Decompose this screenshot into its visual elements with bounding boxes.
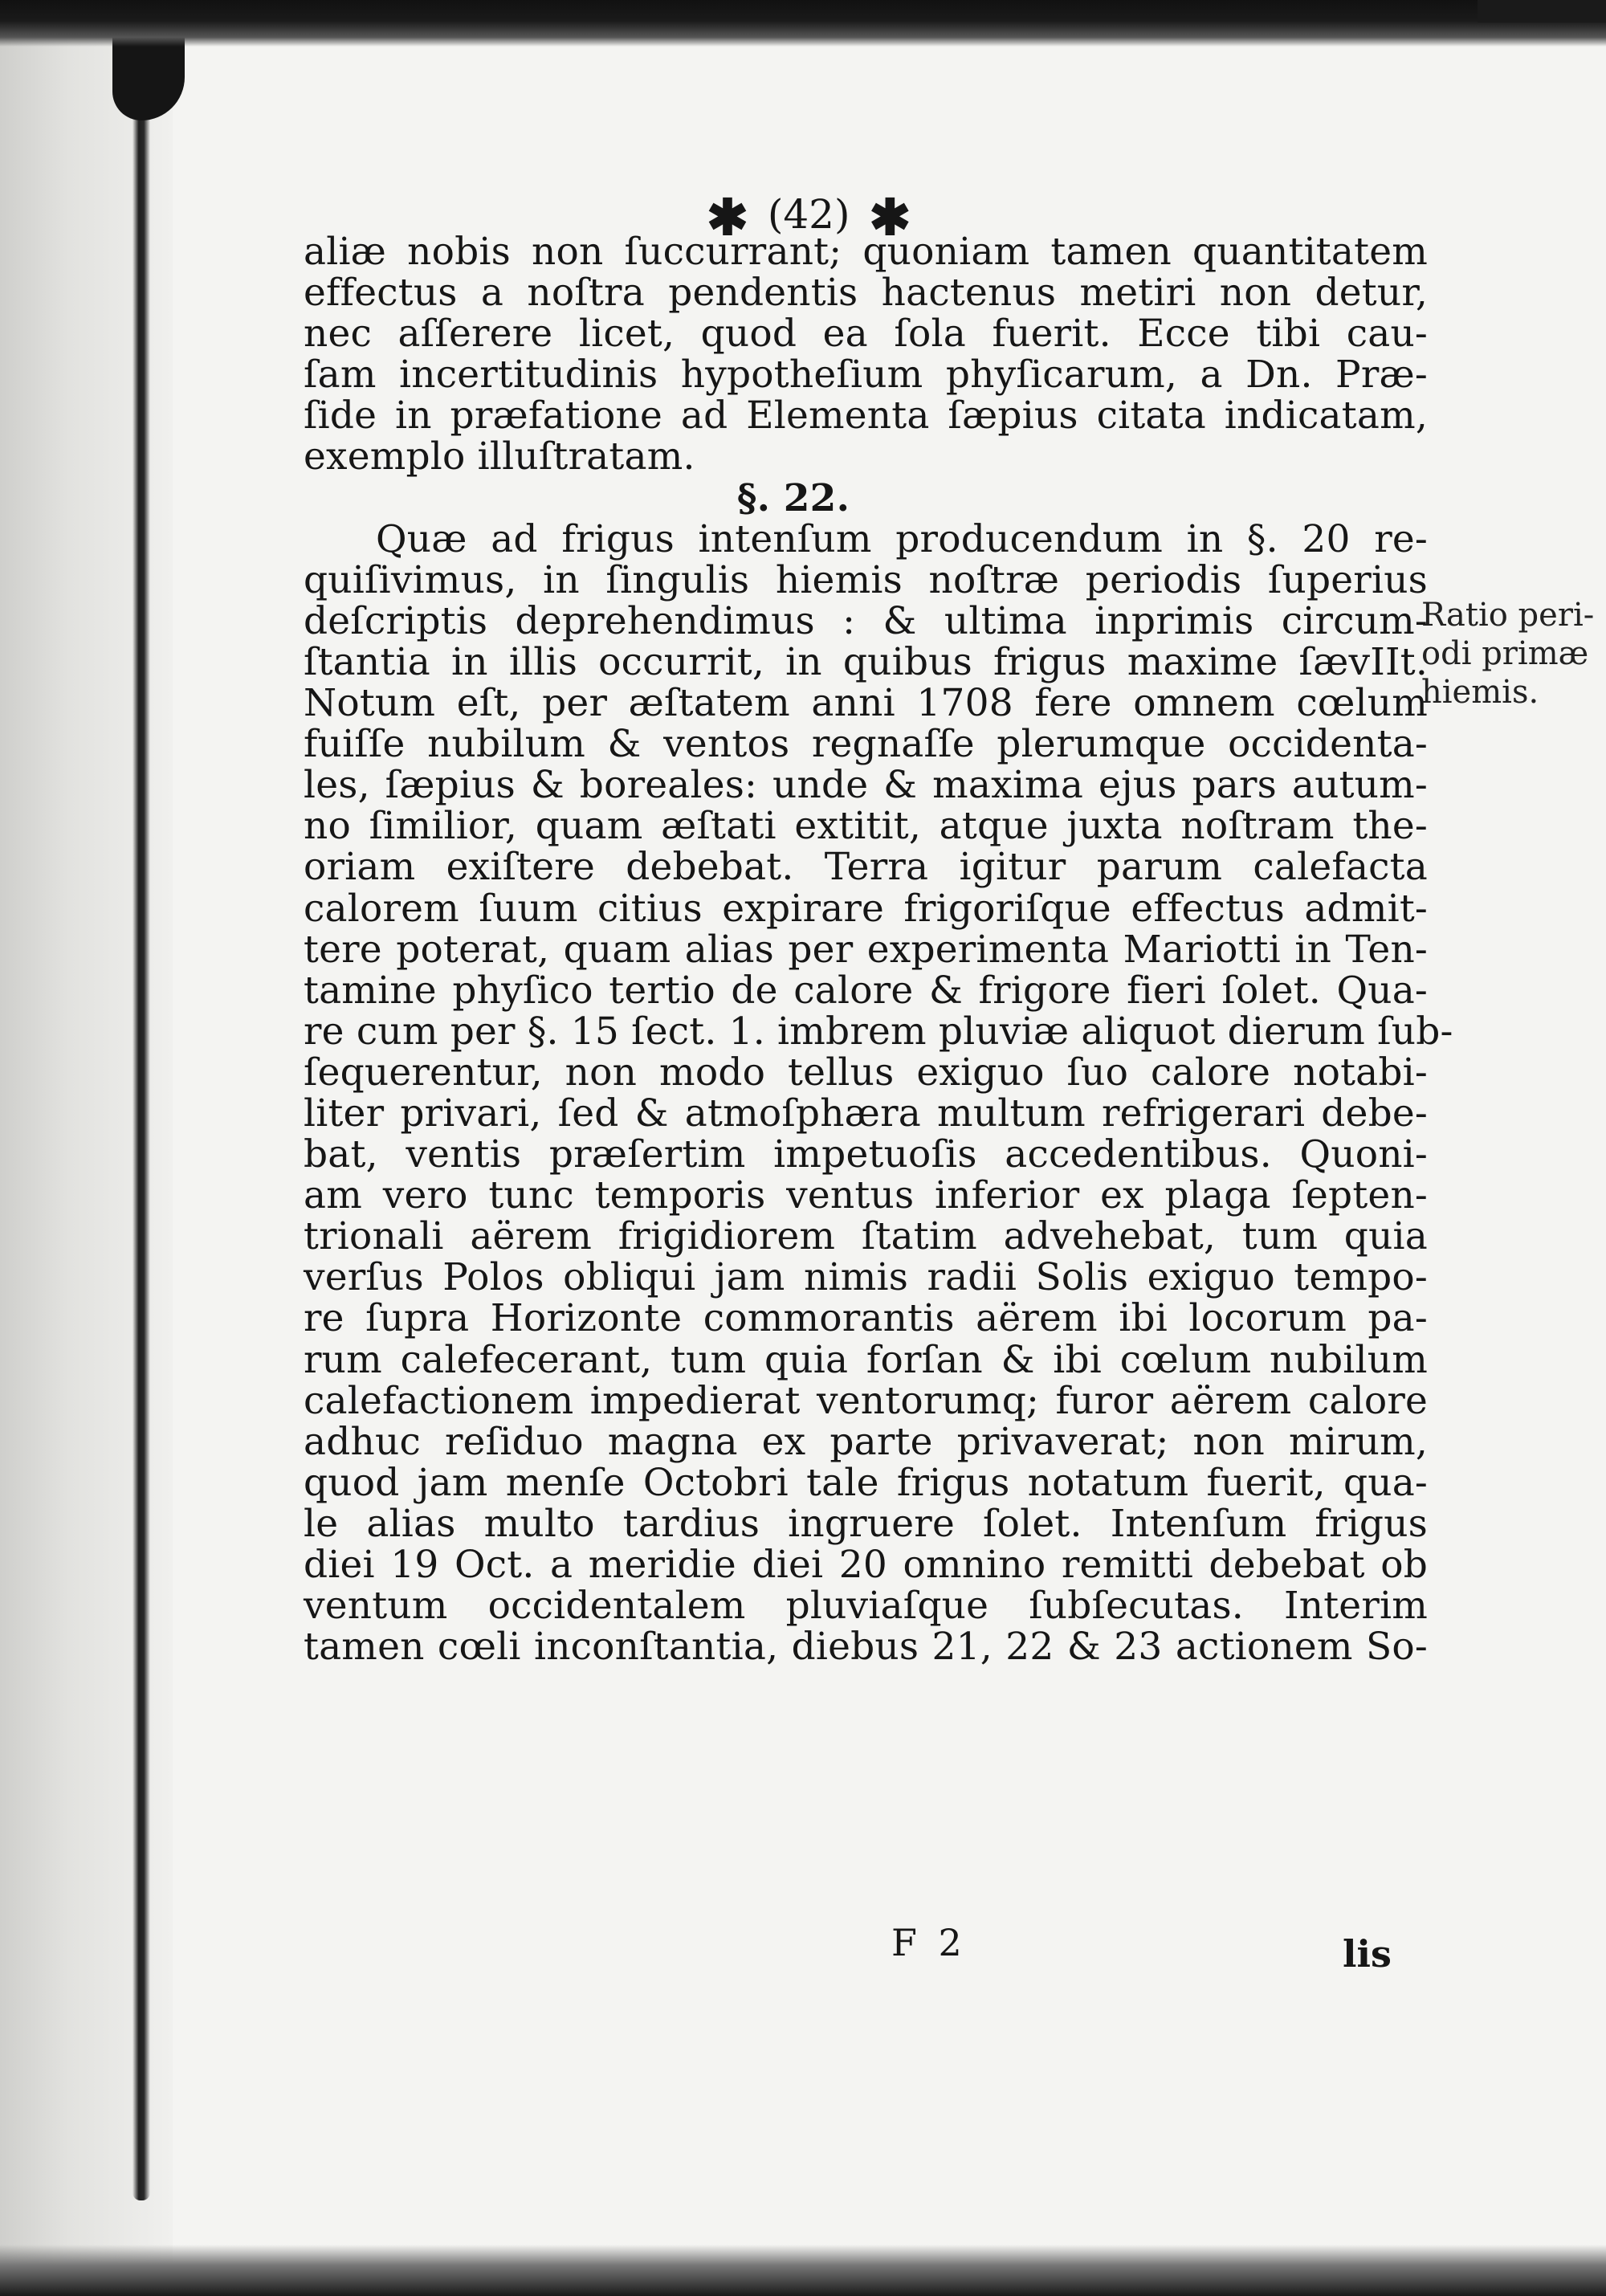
text-line: ſtantia in illis occurrit, in quibus frigus maxime ſævIIt. — [304, 639, 1428, 684]
text-line: bat, ventis præſertim impetuoſis accedentibus. Quoni- — [304, 1132, 1428, 1177]
text-line: re cum per §. 15 ſect. 1. imbrem pluviæ aliquot dierum ſub- — [304, 1009, 1453, 1054]
text-line: ſequerentur, non modo tellus exiguo ſuo calore notabi- — [304, 1050, 1428, 1095]
text-line: Quæ ad frigus intenſum producendum in §. 20 re- — [376, 516, 1428, 561]
text-line: oriam exiſtere debebat. Terra igitur parum calefacta — [304, 845, 1428, 890]
text-line: Notum eſt, per æſtatem anni 1708 fere omnem cœlum — [304, 681, 1428, 726]
section-heading: §. 22. — [736, 475, 850, 520]
text-line: tamine phyſico tertio de calore & frigore fieri ſolet. Qua- — [304, 968, 1428, 1013]
marginal-note — [1421, 596, 1598, 712]
text-line: trionali aërem frigidiorem ſtatim advehebat, tum quia — [304, 1214, 1428, 1259]
catchword: lis — [1343, 1932, 1392, 1976]
text-line: am vero tunc temporis ventus inferior ex plaga ſepten- — [304, 1173, 1428, 1218]
ornament-right: ✱ — [869, 188, 911, 247]
text-line: ſide in præfatione ad Elementa ſæpius citata indicatam, — [304, 394, 1428, 438]
marginal-note-line: hiemis. — [1421, 674, 1539, 711]
text-line: exemplo illuſtratam. — [304, 434, 695, 479]
text-line: quod jam menſe Octobri tale frigus notatum fuerit, qua- — [304, 1460, 1428, 1505]
text-line: tamen cœli inconſtantia, diebus 21, 22 & 23 actionem So- — [304, 1625, 1428, 1670]
binding-shadow — [132, 32, 150, 2200]
ornament-left: ✱ — [707, 188, 748, 247]
text-line: adhuc reſiduo magna ex parte privaverat; non mirum, — [304, 1419, 1428, 1464]
scan-bottom-edge — [0, 2245, 1606, 2296]
text-line: calorem ſuum citius expirare frigoriſque effectus admit- — [304, 886, 1428, 931]
text-line: ventum occidentalem pluviaſque ſubſecutas. Interim — [304, 1584, 1428, 1629]
text-line: verſus Polos obliqui jam nimis radii Solis exiguo tempo- — [304, 1255, 1428, 1300]
text-line: le alias multo tardius ingruere ſolet. Intenſum frigus — [304, 1501, 1428, 1546]
text-line: re ſupra Horizonte commorantis aërem ibi locorum pa- — [304, 1296, 1428, 1341]
text-line: deſcriptis deprehendimus : & ultima inprimis circum- — [304, 598, 1428, 643]
text-line: rum calefecerant, tum quia forſan & ibi cœlum nubilum — [304, 1337, 1428, 1382]
scan-top-corner — [1478, 0, 1606, 22]
marginal-note-line: Ratio peri- — [1421, 597, 1595, 634]
text-line: ſam incertitudinis hypotheſium phyſicarum, a Dn. Præ- — [304, 353, 1428, 398]
page-number: (42) — [767, 191, 850, 238]
text-line: les, ſæpius & boreales: unde & maxima ejus pars autum- — [304, 763, 1428, 808]
text-line: fuiſſe nubilum & ventos regnaſſe plerumque occidenta- — [304, 722, 1428, 767]
text-line: nec aſſerere licet, quod ea ſola fuerit. Ecce tibi cau- — [304, 312, 1428, 357]
text-line: no ſimilior, quam æſtati extitit, atque juxta noſtram the- — [304, 804, 1428, 849]
scan-top-edge — [0, 0, 1606, 47]
text-line: calefactionem impedierat ventorumq; furor aërem calore — [304, 1378, 1428, 1423]
text-line: quiſivimus, in ſingulis hiemis noſtræ periodis ſuperius — [304, 557, 1428, 602]
text-line: effectus a noſtra pendentis hactenus metiri non detur, — [304, 271, 1428, 316]
text-line: aliæ nobis non ſuccurrant; quoniam tamen quantitatem — [304, 230, 1428, 274]
text-line: diei 19 Oct. a meridie diei 20 omnino remitti debebat ob — [304, 1543, 1428, 1587]
text-line: liter privari, ſed & atmoſphæra multum refrigerari debe- — [304, 1091, 1428, 1136]
marginal-note-line: odi primæ — [1421, 635, 1589, 672]
text-line: tere poterat, quam alias per experimenta Mariotti in Ten- — [304, 927, 1428, 972]
main-text — [304, 230, 1453, 1670]
signature-mark: F 2 — [891, 1921, 967, 1964]
